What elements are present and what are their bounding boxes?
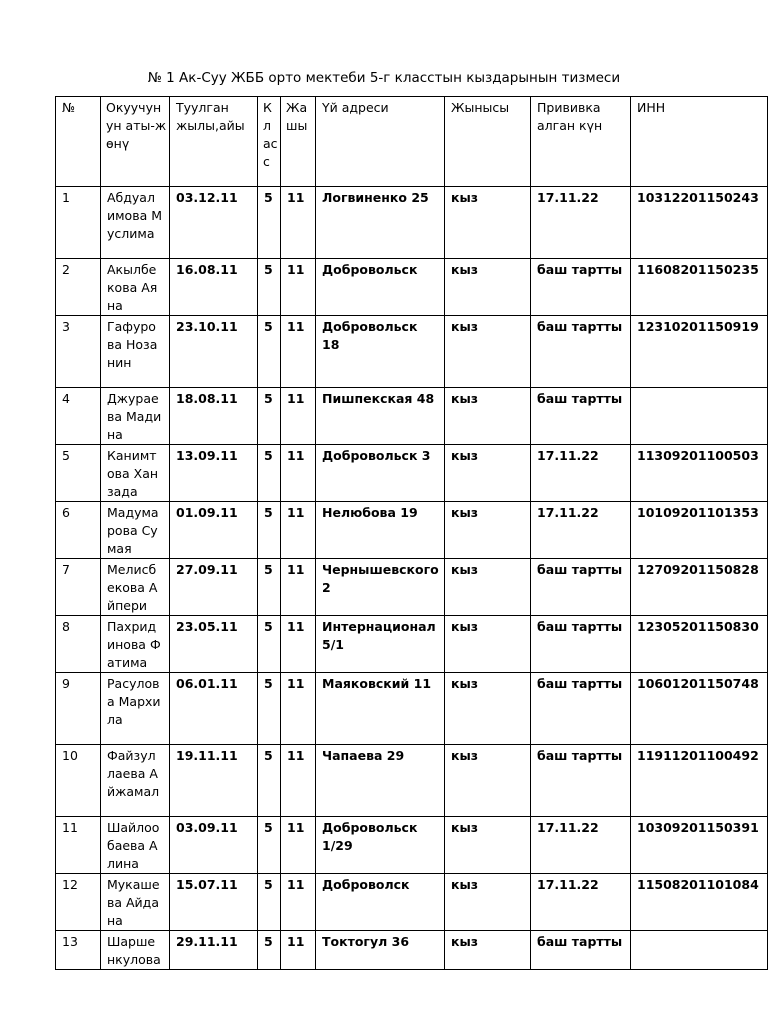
cell-gender: кыз: [445, 931, 531, 970]
cell-age: 11: [281, 502, 316, 559]
cell-age: 11: [281, 388, 316, 445]
cell-address: Добровольск 3: [316, 445, 445, 502]
cell-vaccination-date: баш тартты: [531, 616, 631, 673]
cell-vaccination-date: баш тартты: [531, 259, 631, 316]
cell-address: Чернышевского 2: [316, 559, 445, 616]
cell-birth-date: 16.08.11: [170, 259, 258, 316]
cell-number: 7: [56, 559, 101, 616]
table-header-row: [56, 97, 768, 187]
cell-age: 11: [281, 445, 316, 502]
cell-student-name: Джураева Мадина: [101, 388, 170, 445]
students-table: [55, 96, 768, 970]
cell-class: 5: [258, 817, 281, 874]
table-row: [56, 874, 768, 931]
cell-birth-date: 01.09.11: [170, 502, 258, 559]
cell-student-name: Расулова Мархила: [101, 673, 170, 745]
cell-inn: 11911201100492: [631, 745, 768, 817]
cell-age: 11: [281, 559, 316, 616]
cell-birth-date: 06.01.11: [170, 673, 258, 745]
cell-gender: кыз: [445, 745, 531, 817]
cell-inn: 11309201100503: [631, 445, 768, 502]
table-row: [56, 745, 768, 817]
cell-age: 11: [281, 259, 316, 316]
cell-age: 11: [281, 745, 316, 817]
cell-number: 4: [56, 388, 101, 445]
cell-address: Логвиненко 25: [316, 187, 445, 259]
cell-class: 5: [258, 745, 281, 817]
cell-age: 11: [281, 616, 316, 673]
cell-gender: кыз: [445, 502, 531, 559]
cell-address: Маяковский 11: [316, 673, 445, 745]
cell-student-name: Мадумарова Сумая: [101, 502, 170, 559]
cell-vaccination-date: 17.11.22: [531, 874, 631, 931]
cell-inn: 10312201150243: [631, 187, 768, 259]
cell-birth-date: 29.11.11: [170, 931, 258, 970]
cell-inn: 11508201101084: [631, 874, 768, 931]
cell-gender: кыз: [445, 817, 531, 874]
cell-address: Доброволск: [316, 874, 445, 931]
cell-number: 10: [56, 745, 101, 817]
cell-birth-date: 23.05.11: [170, 616, 258, 673]
cell-address: Добровольск 18: [316, 316, 445, 388]
cell-birth-date: 13.09.11: [170, 445, 258, 502]
cell-vaccination-date: баш тартты: [531, 316, 631, 388]
cell-age: 11: [281, 931, 316, 970]
header-number: №: [56, 97, 101, 187]
cell-gender: кыз: [445, 259, 531, 316]
cell-birth-date: 18.08.11: [170, 388, 258, 445]
cell-student-name: Шайлообаева Алина: [101, 817, 170, 874]
cell-student-name: Файзуллаева Айжамал: [101, 745, 170, 817]
cell-age: 11: [281, 316, 316, 388]
cell-inn: 10309201150391: [631, 817, 768, 874]
header-age: Жашы: [281, 97, 316, 187]
header-address: Үй адреси: [316, 97, 445, 187]
table-row: [56, 445, 768, 502]
cell-student-name: Мелисбекова Айпери: [101, 559, 170, 616]
cell-age: 11: [281, 187, 316, 259]
cell-student-name: Канимтова Ханзада: [101, 445, 170, 502]
cell-vaccination-date: 17.11.22: [531, 187, 631, 259]
cell-number: 9: [56, 673, 101, 745]
table-row: [56, 502, 768, 559]
cell-student-name: Мукашева Айдана: [101, 874, 170, 931]
cell-number: 6: [56, 502, 101, 559]
cell-inn: 12709201150828: [631, 559, 768, 616]
cell-age: 11: [281, 874, 316, 931]
table-row: [56, 187, 768, 259]
table-row: [56, 388, 768, 445]
cell-vaccination-date: 17.11.22: [531, 817, 631, 874]
cell-number: 13: [56, 931, 101, 970]
cell-class: 5: [258, 673, 281, 745]
cell-vaccination-date: баш тартты: [531, 673, 631, 745]
cell-class: 5: [258, 388, 281, 445]
cell-birth-date: 03.12.11: [170, 187, 258, 259]
header-birth-date: Туулган жылы,айы: [170, 97, 258, 187]
table-row: [56, 316, 768, 388]
table-row: [56, 673, 768, 745]
cell-number: 2: [56, 259, 101, 316]
cell-class: 5: [258, 616, 281, 673]
cell-inn: 12305201150830: [631, 616, 768, 673]
cell-inn: 11608201150235: [631, 259, 768, 316]
cell-gender: кыз: [445, 874, 531, 931]
cell-number: 8: [56, 616, 101, 673]
cell-number: 3: [56, 316, 101, 388]
cell-age: 11: [281, 673, 316, 745]
table-row: [56, 931, 768, 970]
cell-inn: 10601201150748: [631, 673, 768, 745]
cell-vaccination-date: баш тартты: [531, 745, 631, 817]
cell-vaccination-date: баш тартты: [531, 931, 631, 970]
header-student-name: Окуучунун аты-жөнү: [101, 97, 170, 187]
cell-inn: 12310201150919: [631, 316, 768, 388]
cell-birth-date: 03.09.11: [170, 817, 258, 874]
cell-address: Чапаева 29: [316, 745, 445, 817]
cell-birth-date: 23.10.11: [170, 316, 258, 388]
cell-gender: кыз: [445, 187, 531, 259]
cell-student-name: Гафурова Нозанин: [101, 316, 170, 388]
cell-student-name: Акылбекова Аяна: [101, 259, 170, 316]
cell-class: 5: [258, 874, 281, 931]
cell-vaccination-date: баш тартты: [531, 559, 631, 616]
document-title: № 1 Ак-Суу ЖББ орто мектеби 5-г класстын кыздарынын тизмеси: [147, 70, 621, 86]
cell-class: 5: [258, 502, 281, 559]
header-vaccination-date: Прививка алган күн: [531, 97, 631, 187]
cell-vaccination-date: 17.11.22: [531, 445, 631, 502]
cell-student-name: Шаршенкулова: [101, 931, 170, 970]
table-row: [56, 259, 768, 316]
table-row: [56, 616, 768, 673]
table-row: [56, 817, 768, 874]
cell-gender: кыз: [445, 445, 531, 502]
cell-birth-date: 19.11.11: [170, 745, 258, 817]
cell-inn: [631, 931, 768, 970]
header-gender: Жынысы: [445, 97, 531, 187]
cell-inn: 10109201101353: [631, 502, 768, 559]
cell-address: Добровольск: [316, 259, 445, 316]
cell-birth-date: 15.07.11: [170, 874, 258, 931]
header-inn: ИНН: [631, 97, 768, 187]
cell-inn: [631, 388, 768, 445]
cell-address: Пишпекская 48: [316, 388, 445, 445]
cell-student-name: Абдуалимова Муслима: [101, 187, 170, 259]
cell-class: 5: [258, 316, 281, 388]
cell-class: 5: [258, 187, 281, 259]
cell-class: 5: [258, 559, 281, 616]
table-body: [56, 187, 768, 970]
cell-number: 1: [56, 187, 101, 259]
cell-number: 11: [56, 817, 101, 874]
cell-age: 11: [281, 817, 316, 874]
cell-gender: кыз: [445, 616, 531, 673]
header-class: Класс: [258, 97, 281, 187]
cell-vaccination-date: баш тартты: [531, 388, 631, 445]
cell-address: Токтогул 36: [316, 931, 445, 970]
cell-vaccination-date: 17.11.22: [531, 502, 631, 559]
cell-class: 5: [258, 931, 281, 970]
cell-class: 5: [258, 259, 281, 316]
cell-address: Добровольск 1/29: [316, 817, 445, 874]
cell-student-name: Пахридинова Фатима: [101, 616, 170, 673]
cell-gender: кыз: [445, 316, 531, 388]
cell-birth-date: 27.09.11: [170, 559, 258, 616]
cell-gender: кыз: [445, 388, 531, 445]
cell-number: 5: [56, 445, 101, 502]
cell-gender: кыз: [445, 673, 531, 745]
cell-address: Нелюбова 19: [316, 502, 445, 559]
cell-gender: кыз: [445, 559, 531, 616]
cell-address: Интернационал 5/1: [316, 616, 445, 673]
cell-class: 5: [258, 445, 281, 502]
cell-number: 12: [56, 874, 101, 931]
table-row: [56, 559, 768, 616]
